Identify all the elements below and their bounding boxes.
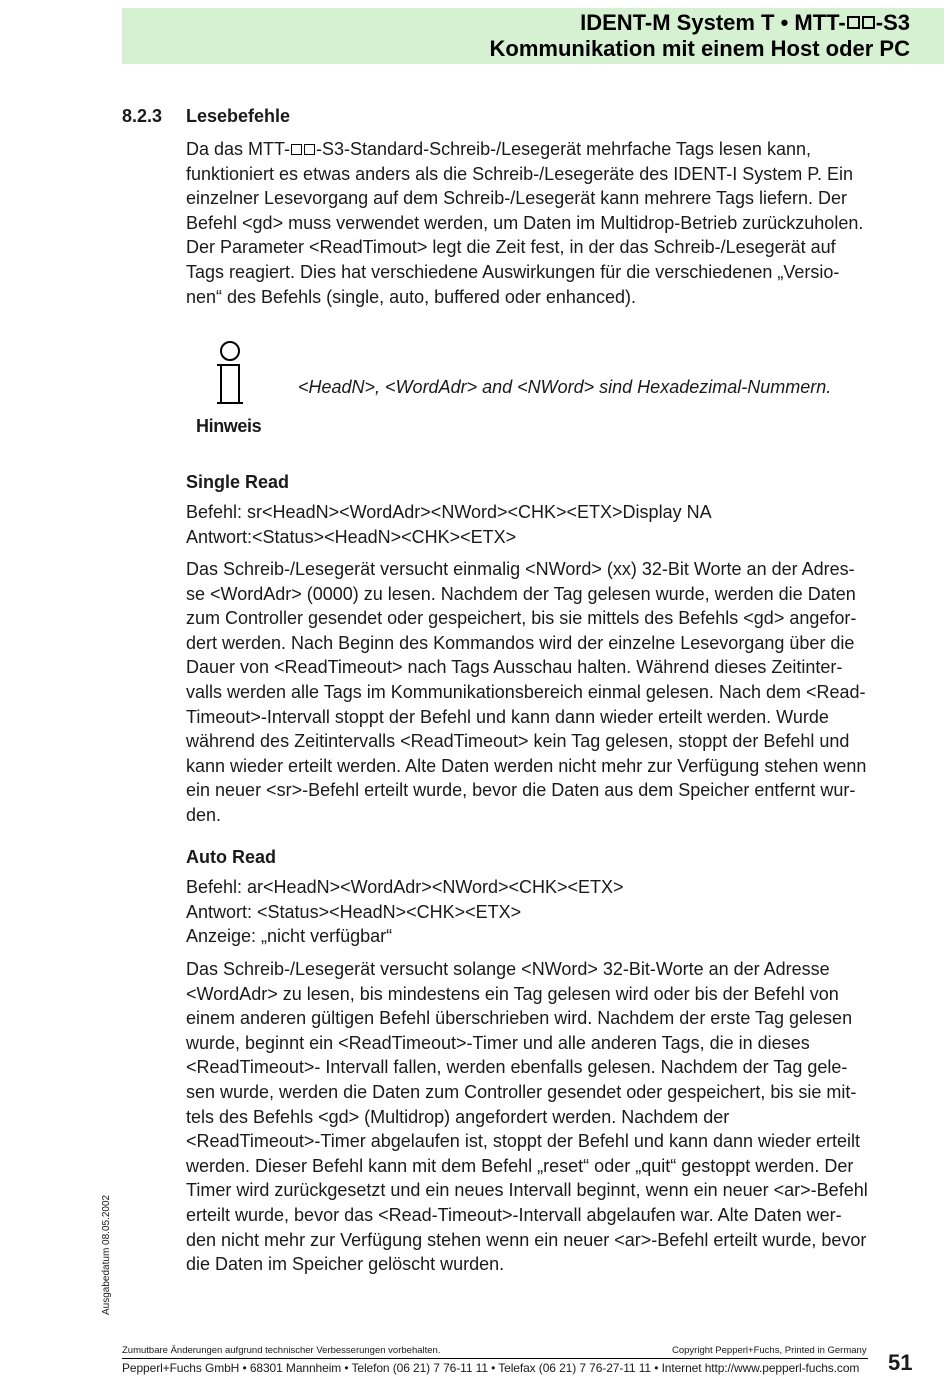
single-read-syntax — [186, 500, 916, 549]
auto-read-heading: Auto Read — [186, 847, 276, 867]
body-line: kann wieder erteilt werden. Alte Daten werden nicht mehr zur Verfügung stehen wenn — [186, 755, 867, 776]
body-line: <WordAdr> zu lesen, bis mindestens ein Tag gelesen wird oder bis der Befehl von — [186, 983, 839, 1004]
body-line: ein neuer <sr>-Befehl erteilt wurde, bevor die Daten aus dem Speicher entfernt wur- — [186, 780, 856, 801]
footer-disclaimer: Zumutbare Änderungen aufgrund technischer Verbesserungen vorbehalten. — [122, 1345, 441, 1356]
header-title-suffix: -S3 — [875, 10, 910, 35]
body-line: <ReadTimeout>-Timer abgelaufen ist, stoppt der Befehl und kann dann wieder erteilt — [186, 1131, 861, 1152]
issue-date: Ausgabedatum 08.05.2002 — [101, 1194, 112, 1315]
response-line: Antwort: <Status><HeadN><CHK><ETX> — [186, 901, 522, 922]
body-line: <ReadTimeout>- Intervall fallen, werden ebenfalls gelesen. Nachdem der Tag gele- — [186, 1057, 848, 1078]
display-line: Anzeige: „nicht verfügbar“ — [186, 926, 393, 947]
body-line: tels des Befehls <gd> (Multidrop) angefordert werden. Nachdem der — [186, 1106, 730, 1127]
body-line: werden. Dieser Befehl kann mit dem Befehl „reset“ oder „quit“ gestoppt werden. Der — [186, 1155, 854, 1176]
note-label: Hinweis — [196, 416, 262, 436]
footer-address: Pepperl+Fuchs GmbH • 68301 Mannheim • Telefon (06 21) 7 76-11 11 • Telefax (06 21) 7 76-27-11 11 • Internet http://www.pepperl-fuchs.com — [122, 1361, 860, 1375]
header-title — [580, 10, 910, 36]
placeholder-box-icon — [304, 144, 315, 155]
body-line: den. — [186, 804, 222, 825]
body-line: dert werden. Nach Beginn des Kommandos wird der einzelne Lesevorgang über die — [186, 632, 855, 653]
response-line: Antwort:<Status><HeadN><CHK><ETX> — [186, 526, 517, 547]
placeholder-box-icon — [847, 16, 860, 29]
command-line: Befehl: sr<HeadN><WordAdr><NWord><CHK><ETX>Display NA — [186, 502, 712, 522]
intro-line: Tags reagiert. Dies hat verschiedene Auswirkungen für die verschiedenen „Versio- — [186, 261, 840, 282]
placeholder-box-icon — [291, 144, 302, 155]
auto-read-syntax — [186, 875, 916, 949]
body-line: erteilt wurde, bevor das <Read-Timeout>-Intervall abgelaufen war. Alte Daten wer- — [186, 1204, 842, 1225]
body-line: den nicht mehr zur Verfügung stehen wenn ein neuer <ar>-Befehl erteilt wurde, bevor — [186, 1229, 867, 1250]
body-line: Timer wird zurückgesetzt und ein neues Intervall beginnt, wenn ein neuer <ar>-Befehl — [186, 1180, 868, 1201]
body-line: während des Zeitintervalls <ReadTimeout> kein Tag gelesen, stoppt der Befehl und — [186, 731, 850, 752]
single-read-paragraph — [186, 557, 916, 828]
page-header — [122, 8, 944, 64]
body-line: einem anderen gültigen Befehl überschrieben wird. Nachdem der erste Tag gelesen — [186, 1008, 853, 1029]
body-line: Timeout>-Intervall stoppt der Befehl und kann dann wieder erteilt werden. Wurde — [186, 706, 829, 727]
single-read-heading: Single Read — [186, 472, 290, 492]
body-line: Das Schreib-/Lesegerät versucht solange <NWord> 32-Bit-Worte an der Adresse — [186, 959, 830, 979]
intro-line-prefix: Da das MTT- — [186, 139, 291, 159]
auto-read-paragraph — [186, 957, 916, 1277]
note-text: <HeadN>, <WordAdr> and <NWord> sind Hexadezimal-Nummern. — [298, 377, 832, 397]
page-number: 51 — [888, 1350, 913, 1375]
body-line: se <WordAdr> (0000) zu lesen. Nachdem der Tag gelesen wurde, werden die Daten — [186, 583, 856, 604]
section-title: Lesebefehle — [186, 106, 291, 126]
placeholder-box-icon — [862, 16, 875, 29]
intro-line — [186, 137, 916, 162]
body-line: wurde, beginnt ein <ReadTimeout>-Timer und alle anderen Tags, die in dieses — [186, 1032, 810, 1053]
body-line: valls werden alle Tags im Kommunikationsbereich einmal gelesen. Nach dem <Read- — [186, 681, 866, 702]
footer-divider — [122, 1358, 868, 1359]
body-line: zum Controller gesendet oder gespeichert, bis sie mittels des Befehls <gd> angefor- — [186, 608, 857, 629]
header-subtitle: Kommunikation mit einem Host oder PC — [489, 36, 910, 61]
footer-copyright: Copyright Pepperl+Fuchs, Printed in Germany — [672, 1345, 867, 1356]
intro-line: funktioniert es etwas anders als die Schreib-/Lesegeräte des IDENT-I System P. Ein — [186, 163, 853, 184]
info-icon — [212, 340, 248, 411]
intro-line-suffix: -S3-Standard-Schreib-/Lesegerät mehrfache Tags lesen kann, — [316, 139, 811, 159]
intro-line: nen“ des Befehls (single, auto, buffered oder enhanced). — [186, 286, 636, 307]
intro-line: Befehl <gd> muss verwendet werden, um Daten im Multidrop-Betrieb zurückzuholen. — [186, 212, 864, 233]
command-line: Befehl: ar<HeadN><WordAdr><NWord><CHK><ETX> — [186, 877, 624, 897]
body-line: Das Schreib-/Lesegerät versucht einmalig <NWord> (xx) 32-Bit Worte an der Adres- — [186, 559, 855, 579]
intro-paragraph — [186, 137, 916, 309]
body-line: die Daten im Speicher gelöscht wurden. — [186, 1254, 505, 1275]
intro-line: Der Parameter <ReadTimout> legt die Zeit fest, in der das Schreib-/Lesegerät auf — [186, 237, 836, 258]
body-line: sen wurde, werden die Daten zum Controller gesendet oder gespeichert, bis sie mit- — [186, 1081, 857, 1102]
section-number: 8.2.3 — [122, 106, 163, 126]
body-line: Dauer von <ReadTimeout> nach Tags Ausschau halten. Während dieses Zeitinter- — [186, 657, 843, 678]
intro-line: einzelner Lesevorgang auf dem Schreib-/Lesegerät kann mehrere Tags liefern. Der — [186, 188, 848, 209]
header-title-prefix: IDENT-M System T • MTT- — [580, 10, 846, 35]
